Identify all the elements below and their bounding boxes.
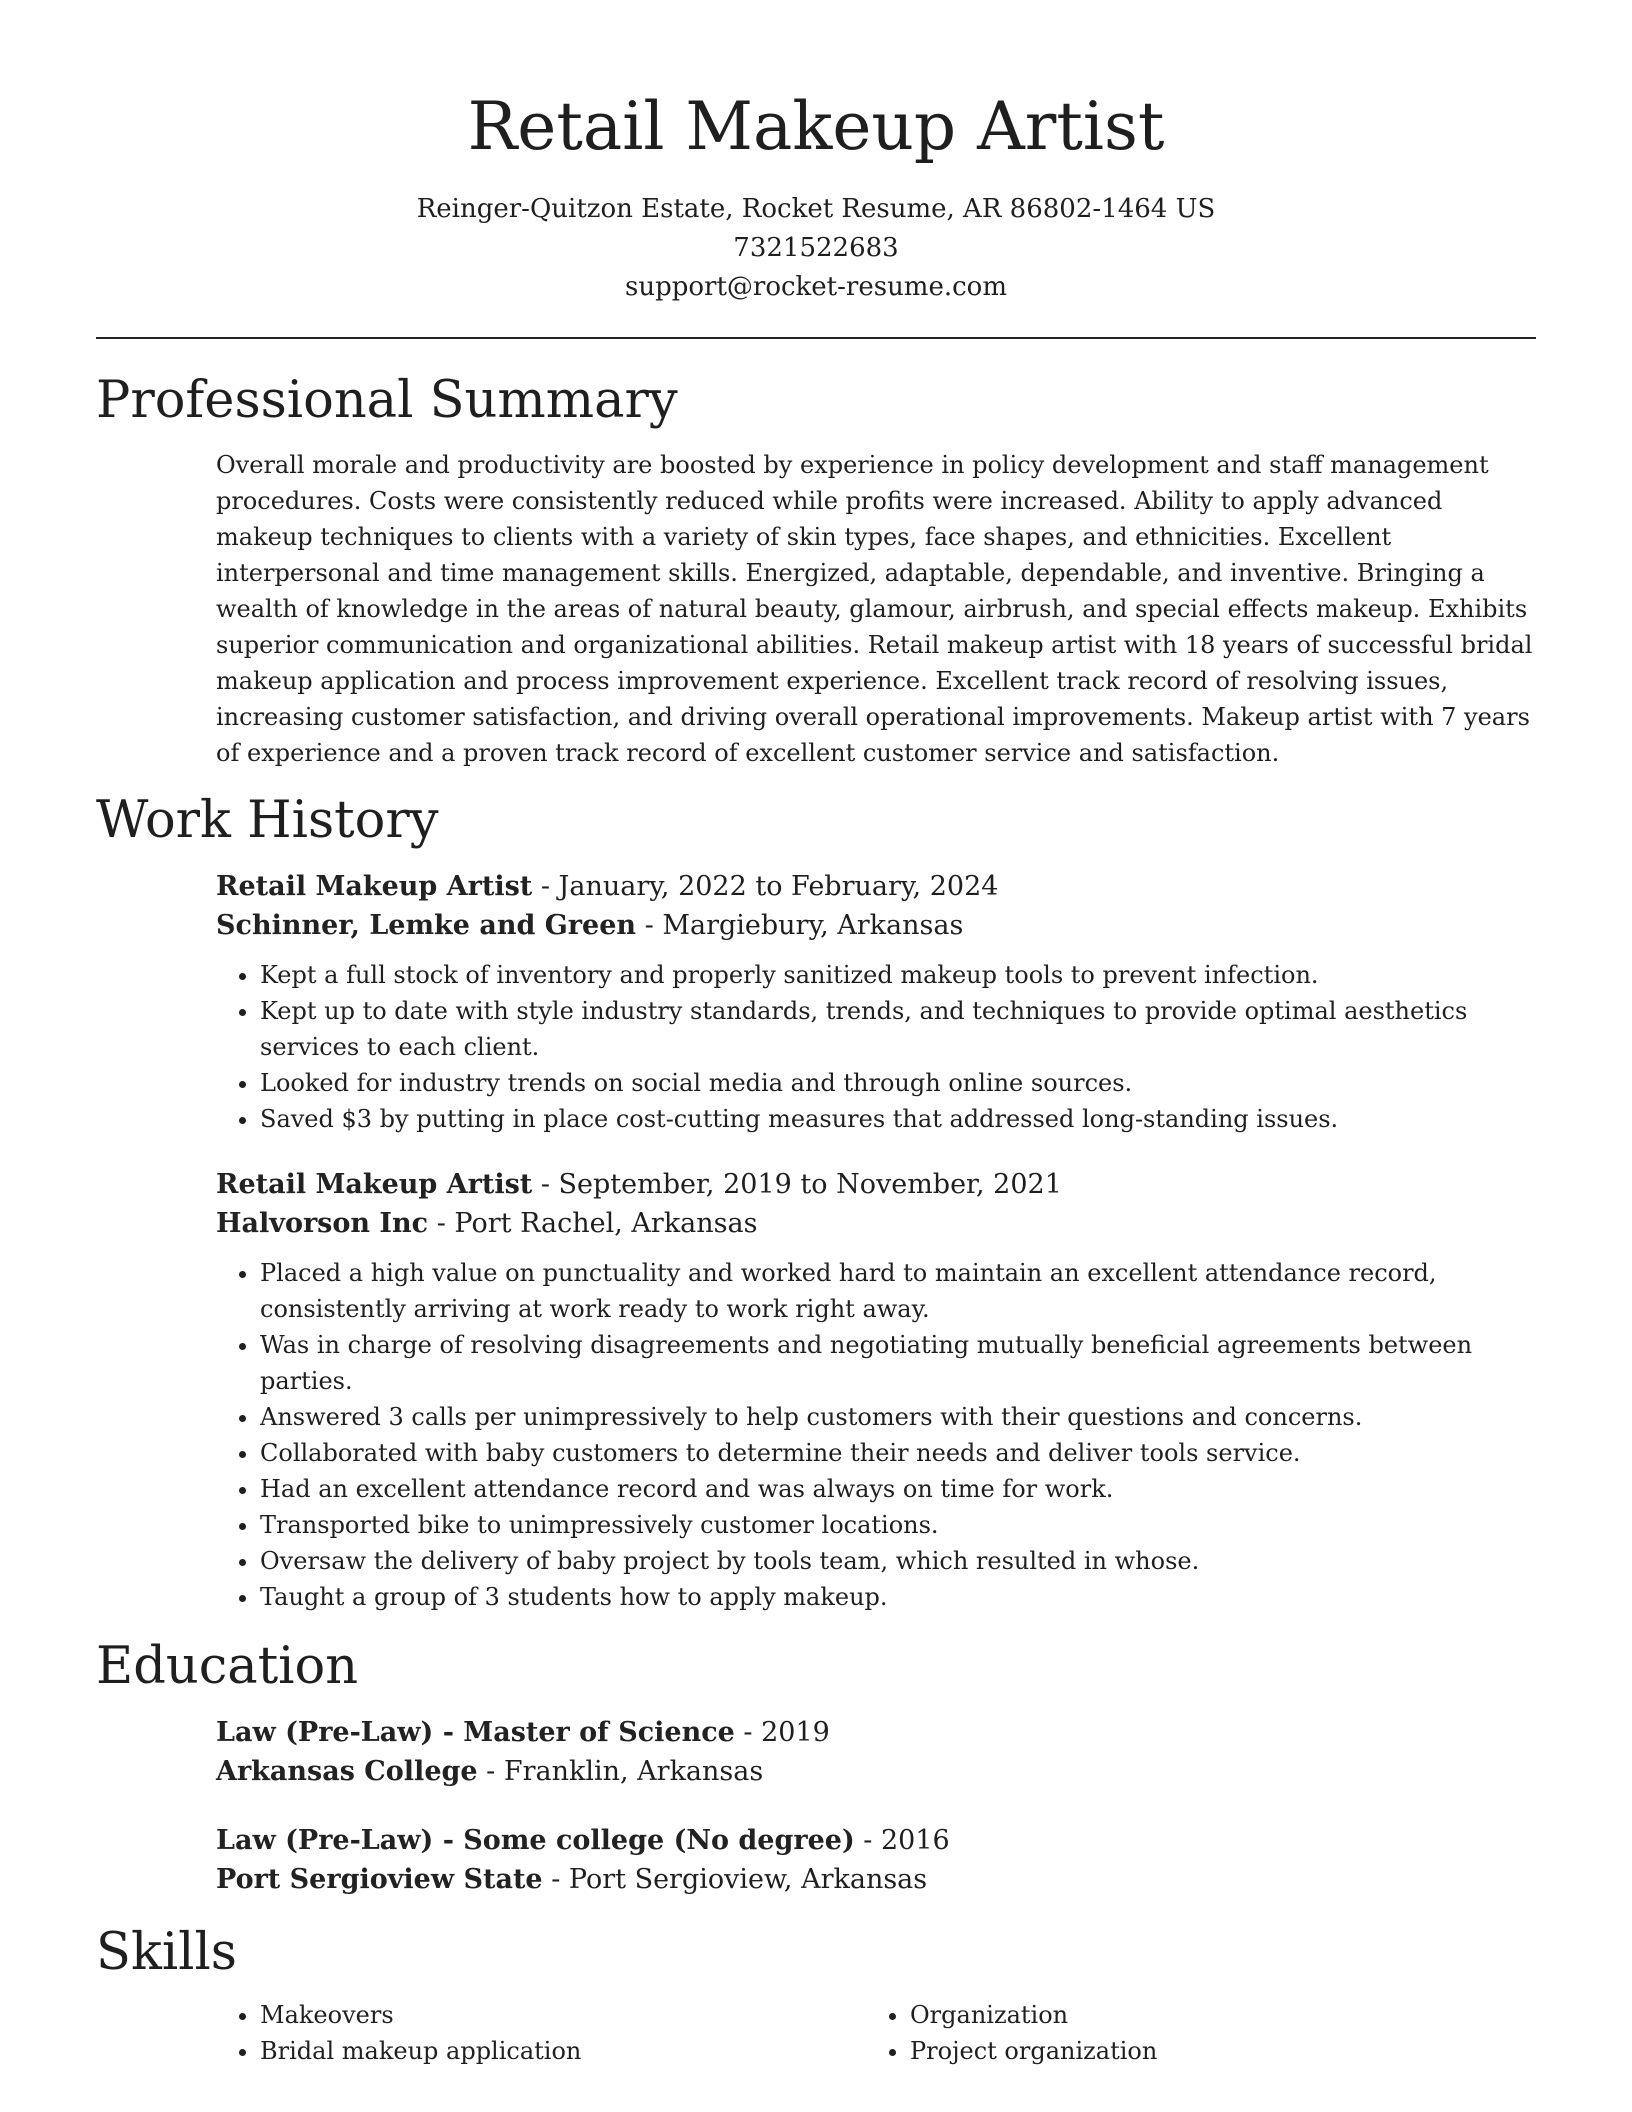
- graduation-year: - 2016: [854, 1825, 950, 1856]
- job-bullets: [216, 957, 1536, 1137]
- summary-heading: Professional Summary: [96, 371, 678, 430]
- job-title-line: [216, 867, 1536, 906]
- list-item: • Taught a group of 3 students how to apply makeup.: [260, 1579, 1536, 1615]
- job-entry: [216, 867, 1536, 1137]
- education-entry: [216, 1821, 1536, 1899]
- skill-item: • Project organization: [910, 2033, 1516, 2069]
- education-section: [216, 1713, 1536, 1899]
- graduation-year: - 2019: [734, 1717, 830, 1748]
- education-heading: Education: [96, 1637, 359, 1696]
- school-location: - Franklin, Arkansas: [477, 1756, 764, 1787]
- job-title-line: [216, 1165, 1536, 1204]
- job-company-line: [216, 1204, 1536, 1243]
- skills-section: [216, 1997, 1536, 2069]
- list-item: • Oversaw the delivery of baby project by tools team, which resulted in whose.: [260, 1543, 1536, 1579]
- skills-heading: Skills: [96, 1923, 237, 1982]
- job-title: Retail Makeup Artist: [216, 1169, 533, 1200]
- skills-column-left: [216, 1997, 866, 2069]
- skills-list: [216, 1997, 866, 2069]
- job-company-line: [216, 906, 1536, 945]
- skill-item: • Makeovers: [260, 1997, 866, 2033]
- list-item: • Was in charge of resolving disagreements and negotiating mutually beneficial agreements between parties.: [260, 1327, 1536, 1399]
- list-item: • Kept up to date with style industry standards, trends, and techniques to provide optimal aesthetics services to each client.: [260, 993, 1536, 1065]
- work-history-section: [216, 867, 1536, 1615]
- candidate-title: Retail Makeup Artist: [467, 88, 1165, 165]
- email: support@rocket-resume.com: [624, 272, 1007, 302]
- job-bullets: [216, 1255, 1536, 1615]
- skills-grid: [216, 1997, 1536, 2069]
- school-line: [216, 1752, 1536, 1791]
- education-entry: [216, 1713, 1536, 1791]
- list-item: • Answered 3 calls per unimpressively to help customers with their questions and concerns.: [260, 1399, 1536, 1435]
- job-company: Halvorson Inc: [216, 1208, 429, 1239]
- resume-header: [96, 0, 1536, 307]
- list-item: • Saved $3 by putting in place cost-cutting measures that addressed long-standing issues.: [260, 1101, 1536, 1137]
- job-company: Schinner, Lemke and Green: [216, 910, 637, 941]
- list-item: • Transported bike to unimpressively customer locations.: [260, 1507, 1536, 1543]
- job-dates: - January, 2022 to February, 2024: [532, 871, 999, 902]
- work-history-heading: Work History: [96, 791, 439, 850]
- summary-text: Overall morale and productivity are boosted by experience in policy development and staff management procedures. Costs were consistently reduced while profits were increased. Ability to apply advanced makeup techniques to clients with a variety of skin types, face shapes, and ethnicities. Excellent interpersonal and time management skills. Energized, adaptable, dependable, and inventive. Bringing a wealth of knowledge in the areas of natural beauty, glamour, airbrush, and special effects makeup. Exhibits superior communication and organizational abilities. Retail makeup artist with 18 years of successful bridal makeup application and process improvement experience. Excellent track record of resolving issues, increasing customer satisfaction, and driving overall operational improvements. Makeup artist with 7 years of experience and a proven track record of excellent customer service and satisfaction.: [216, 451, 1533, 767]
- job-title: Retail Makeup Artist: [216, 871, 533, 902]
- job-location: - Port Rachel, Arkansas: [428, 1208, 758, 1239]
- job-dates: - September, 2019 to November, 2021: [532, 1169, 1062, 1200]
- skills-column-right: [866, 1997, 1516, 2069]
- degree: Law (Pre-Law) - Master of Science: [216, 1717, 735, 1748]
- list-item: • Looked for industry trends on social media and through online sources.: [260, 1065, 1536, 1101]
- header-divider: [96, 337, 1536, 339]
- job-entry: [216, 1165, 1536, 1615]
- list-item: • Placed a high value on punctuality and worked hard to maintain an excellent attendance record, consistently arriving at work ready to work right away.: [260, 1255, 1536, 1327]
- school-name: Arkansas College: [216, 1756, 478, 1787]
- phone: 7321522683: [733, 233, 899, 263]
- school-location: - Port Sergioview, Arkansas: [542, 1864, 928, 1895]
- list-item: • Kept a full stock of inventory and properly sanitized makeup tools to prevent infection.: [260, 957, 1536, 993]
- job-location: - Margiebury, Arkansas: [636, 910, 964, 941]
- resume-page: [96, 0, 1536, 2069]
- address: Reinger-Quitzon Estate, Rocket Resume, AR 86802-1464 US: [416, 194, 1216, 224]
- skill-item: • Bridal makeup application: [260, 2033, 866, 2069]
- school-line: [216, 1860, 1536, 1899]
- degree-line: [216, 1821, 1536, 1860]
- list-item: • Had an excellent attendance record and was always on time for work.: [260, 1471, 1536, 1507]
- school-name: Port Sergioview State: [216, 1864, 543, 1895]
- degree-line: [216, 1713, 1536, 1752]
- summary-section: [216, 447, 1536, 771]
- skill-item: • Organization: [910, 1997, 1516, 2033]
- list-item: • Collaborated with baby customers to determine their needs and deliver tools service.: [260, 1435, 1536, 1471]
- degree: Law (Pre-Law) - Some college (No degree): [216, 1825, 855, 1856]
- skills-list: [866, 1997, 1516, 2069]
